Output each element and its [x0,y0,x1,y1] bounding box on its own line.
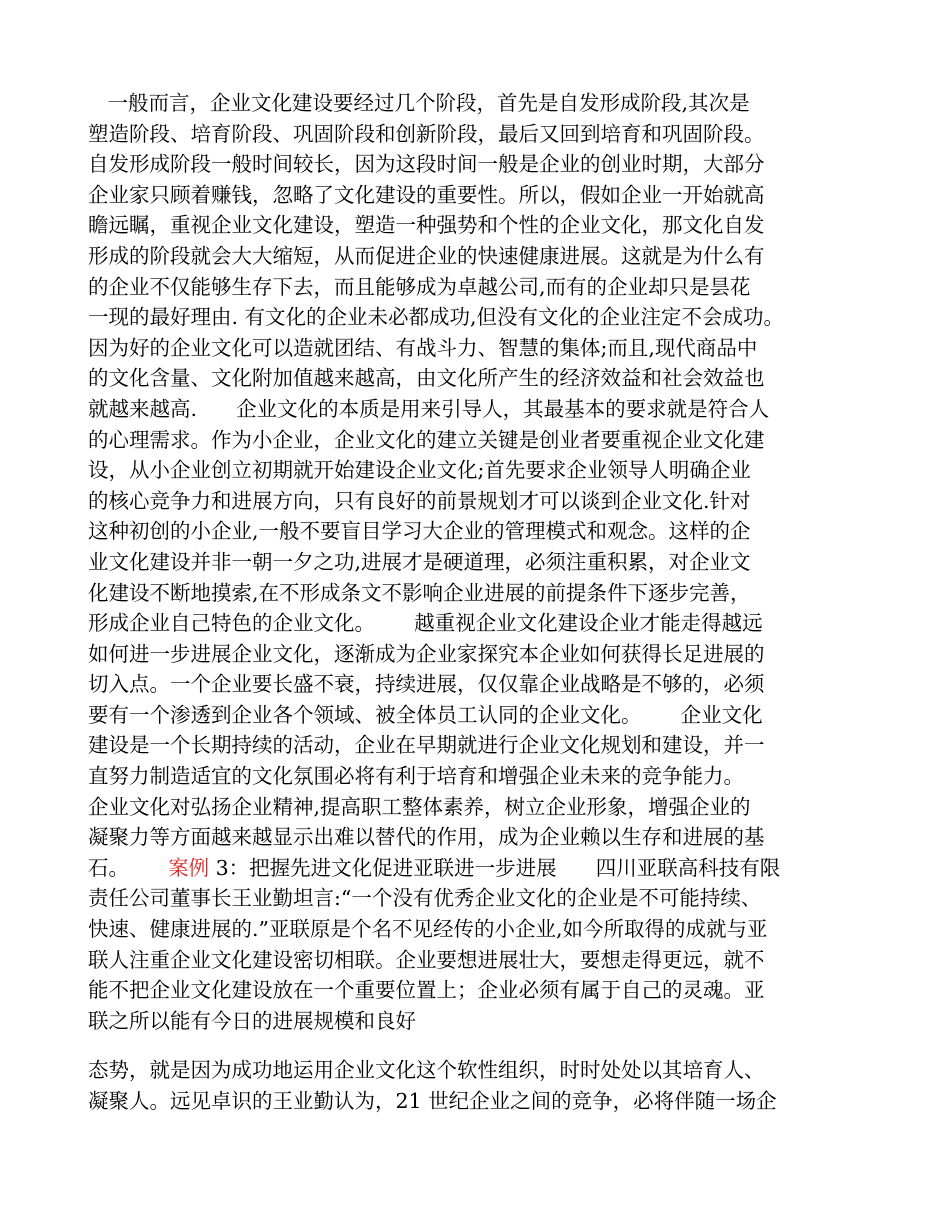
case-line-after: 3：把握先进文化促进亚联进一步进展 四川亚联高科技有限 [209,855,781,880]
text-line: 的核心竞争力和进展方向，只有良好的前景规划才可以谈到企业文化.针对 [88,488,751,513]
text-line: 要有一个渗透到企业各个领域、被全体员工认同的企业文化。 企业文化 [88,702,763,727]
text-line: 快速、健康进展的.”亚联原是个名不见经传的小企业,如今所取得的成就与亚 [88,917,768,942]
case-line-before: 石。 [88,855,169,880]
text-line: 形成的阶段就会大大缩短，从而促进企业的快速健康进展。这就是为什么有 [88,243,765,268]
text-line: 塑造阶段、培育阶段、巩固阶段和创新阶段，最后又回到培育和巩固阶段。 [88,121,765,146]
text-line: 如何进一步进展企业文化，逐渐成为企业家探究本企业如何获得长足进展的 [88,641,765,666]
text-line: 直努力制造适宜的文化氛围必将有利于培育和增强企业未来的竞争能力。 [88,764,744,789]
case-line [88,853,888,884]
text-line: 凝聚人。远见卓识的王业勤认为，21 世纪企业之间的竞争，必将伴随一场企 [88,1088,777,1113]
text-line: 的文化含量、文化附加值越来越高，由文化所产生的经济效益和社会效益也 [88,366,765,391]
text-line: 企业文化对弘扬企业精神,提高职工整体素养，树立企业形象，增强企业的 [88,794,751,819]
text-line: 联之所以能有今日的进展规模和良好 [88,1008,416,1033]
text-line: 凝聚力等方面越来越显示出难以替代的作用，成为企业赖以生存和进展的基 [88,825,765,850]
text-line: 切入点。一个企业要长盛不衰，持续进展，仅仅靠企业战略是不够的，必须 [88,672,765,697]
text-line: 企业家只顾着赚钱，忽略了文化建设的重要性。所以，假如企业一开始就高 [88,182,765,207]
text-line: 责任公司董事长王业勤坦言:“一个没有优秀企业文化的企业是不可能持续、 [88,886,762,911]
text-line: 这种初创的小企业,一般不要盲目学习大企业的管理模式和观念。这样的企 [88,519,751,544]
text-line: 化建设不断地摸索,在不形成条文不影响企业进展的前提条件下逐步完善， [88,580,751,605]
text-line: 形成企业自己特色的企业文化。 越重视企业文化建设企业才能走得越远 [88,611,763,636]
text-line: 业文化建设并非一朝一夕之功,进展才是硬道理，必须注重积累，对企业文 [88,549,751,574]
text-line: 一现的最好理由. 有文化的企业未必都成功,但没有文化的企业注定不会成功。 [88,305,785,330]
case-label-highlight: 案例 [168,855,210,880]
paragraph-continued [88,1055,888,1116]
text-line: 联人注重企业文化建设密切相联。企业要想进展壮大，要想走得更远，就不 [88,947,765,972]
text-line: 设，从小企业创立初期就开始建设企业文化;首先要求企业领导人明确企业 [88,458,751,483]
text-line: 建设是一个长期持续的活动，企业在早期就进行企业文化规划和建设，并一 [88,733,765,758]
text-line: 能不把企业文化建设放在一个重要位置上；企业必须有属于自己的灵魂。亚 [88,978,765,1003]
text-line: 因为好的企业文化可以造就团结、有战斗力、智慧的集体;而且,现代商品中 [88,335,758,360]
text-line: 的心理需求。作为小企业，企业文化的建立关键是创业者要重视企业文化建 [88,427,765,452]
text-line: 态势，就是因为成功地运用企业文化这个软性组织，时时处处以其培育人、 [88,1058,765,1082]
text-line: 一般而言，企业文化建设要经过几个阶段，首先是自发形成阶段,其次是 [88,91,750,115]
paragraph-main [88,88,888,1036]
text-line: 的企业不仅能够生存下去，而且能够成为卓越公司,而有的企业却只是昙花 [88,274,751,299]
text-line: 自发形成阶段一般时间较长，因为这段时间一般是企业的创业时期，大部分 [88,152,765,177]
text-line: 瞻远瞩，重视企业文化建设，塑造一种强势和个性的企业文化，那文化自发 [88,213,765,238]
text-line: 就越来越高. 企业文化的本质是用来引导人，其最基本的要求就是符合人 [88,396,770,421]
